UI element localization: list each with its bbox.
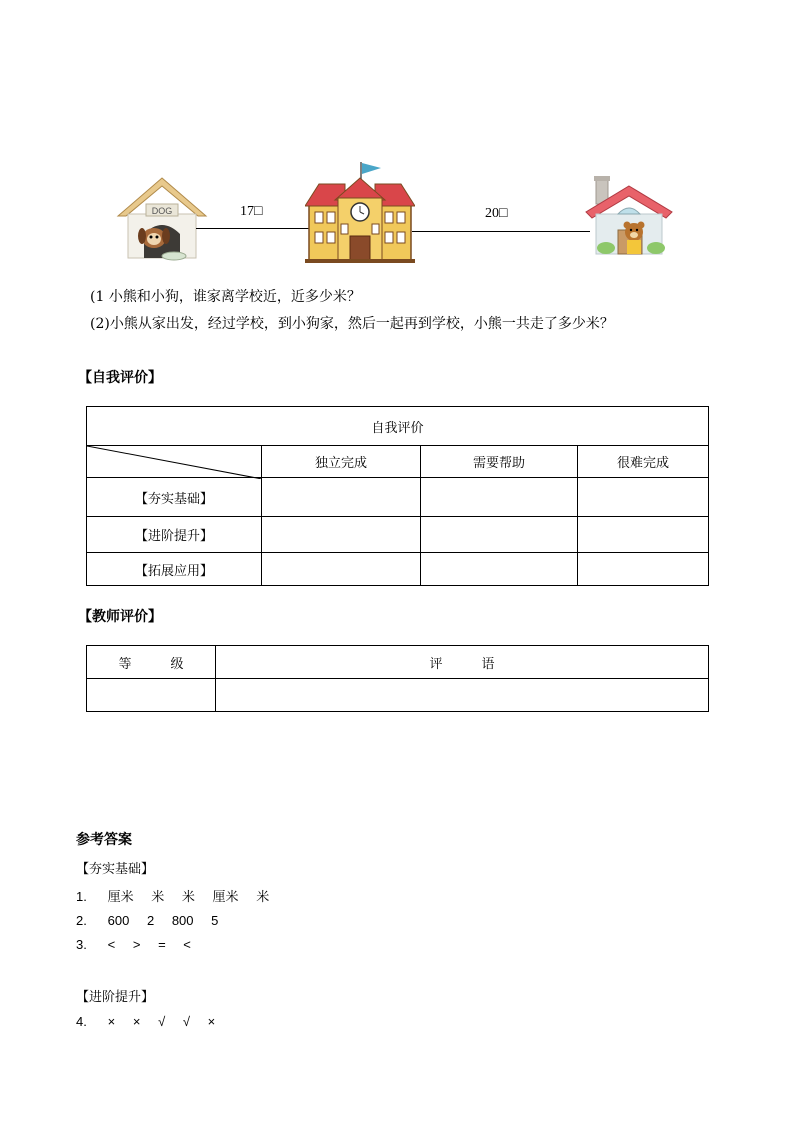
- answer-item: 5: [211, 913, 219, 928]
- question-2: (2)小熊从家出发，经过学校，到小狗家，然后一起再到学校，小熊一共走了多少米？: [90, 316, 614, 332]
- answer-item: 米: [151, 889, 165, 904]
- answer-item: <: [183, 937, 191, 952]
- self-eval-table: [86, 406, 709, 586]
- diagonal-line: [87, 446, 262, 479]
- answer-number: 3.: [76, 937, 87, 952]
- answers-title: 参考答案: [76, 832, 132, 848]
- col-comment: 评 语: [216, 646, 709, 679]
- answer-line-2: [76, 913, 232, 928]
- question-1: (1 小熊和小狗，谁家离学校近，近多少米？: [90, 289, 361, 305]
- answer-item: ×: [207, 1014, 216, 1029]
- answer-item: √: [182, 1014, 190, 1029]
- dog-sign: DOG: [151, 206, 173, 216]
- answer-line-1: [76, 886, 283, 905]
- diagonal-header-cell: [87, 446, 262, 478]
- answer-item: 厘米: [107, 889, 134, 904]
- cell-basic-independent[interactable]: [262, 478, 421, 517]
- comment-cell[interactable]: [216, 679, 709, 712]
- dog-house-icon: [116, 176, 208, 262]
- row-advanced: 【进阶提升】: [87, 517, 262, 553]
- answer-item: ×: [107, 1014, 116, 1029]
- answer-item: 厘米: [212, 889, 239, 904]
- answer-item: >: [132, 937, 141, 952]
- cell-basic-need-help[interactable]: [421, 478, 578, 517]
- bear-house-icon: [584, 174, 674, 258]
- school-icon: [305, 160, 415, 264]
- self-eval-table-title: 自我评价: [87, 407, 709, 446]
- row-extension: 【拓展应用】: [87, 553, 262, 586]
- cell-extension-hard[interactable]: [578, 553, 709, 586]
- col-independent: 独立完成: [262, 446, 421, 478]
- row-basic: 【夯实基础】: [87, 478, 262, 517]
- answer-item: 800: [171, 913, 194, 928]
- cell-advanced-independent[interactable]: [262, 517, 421, 553]
- answer-item: ×: [132, 1014, 141, 1029]
- answer-number: 1.: [76, 889, 87, 904]
- road-right: [412, 231, 590, 232]
- cell-advanced-need-help[interactable]: [421, 517, 578, 553]
- answer-item: =: [158, 937, 166, 952]
- answer-number: 4.: [76, 1014, 87, 1029]
- answer-line-4: [76, 1014, 229, 1029]
- col-grade: 等 级: [87, 646, 216, 679]
- answer-item: <: [107, 937, 116, 952]
- answer-item: 600: [107, 913, 130, 928]
- answer-item: 米: [181, 889, 195, 904]
- teacher-eval-table: [86, 645, 709, 712]
- cell-basic-hard[interactable]: [578, 478, 709, 517]
- answer-number: 2.: [76, 913, 87, 928]
- answer-item: √: [158, 1014, 166, 1029]
- distance-left-label: 17□: [240, 204, 263, 219]
- self-eval-heading: 【自我评价】: [78, 370, 162, 386]
- answers-section-basic: 【夯实基础】: [76, 861, 155, 876]
- cell-extension-independent[interactable]: [262, 553, 421, 586]
- cell-extension-need-help[interactable]: [421, 553, 578, 586]
- grade-cell[interactable]: [87, 679, 216, 712]
- distance-right-label: 20□: [485, 206, 508, 221]
- answer-line-3: [76, 937, 205, 952]
- col-need-help: 需要帮助: [421, 446, 578, 478]
- road-left: [196, 228, 314, 229]
- teacher-eval-heading: 【教师评价】: [78, 609, 162, 625]
- answer-item: 米: [256, 889, 270, 904]
- cell-advanced-hard[interactable]: [578, 517, 709, 553]
- answer-item: 2: [146, 913, 155, 928]
- col-hard: 很难完成: [578, 446, 709, 478]
- answers-section-advanced: 【进阶提升】: [76, 989, 155, 1004]
